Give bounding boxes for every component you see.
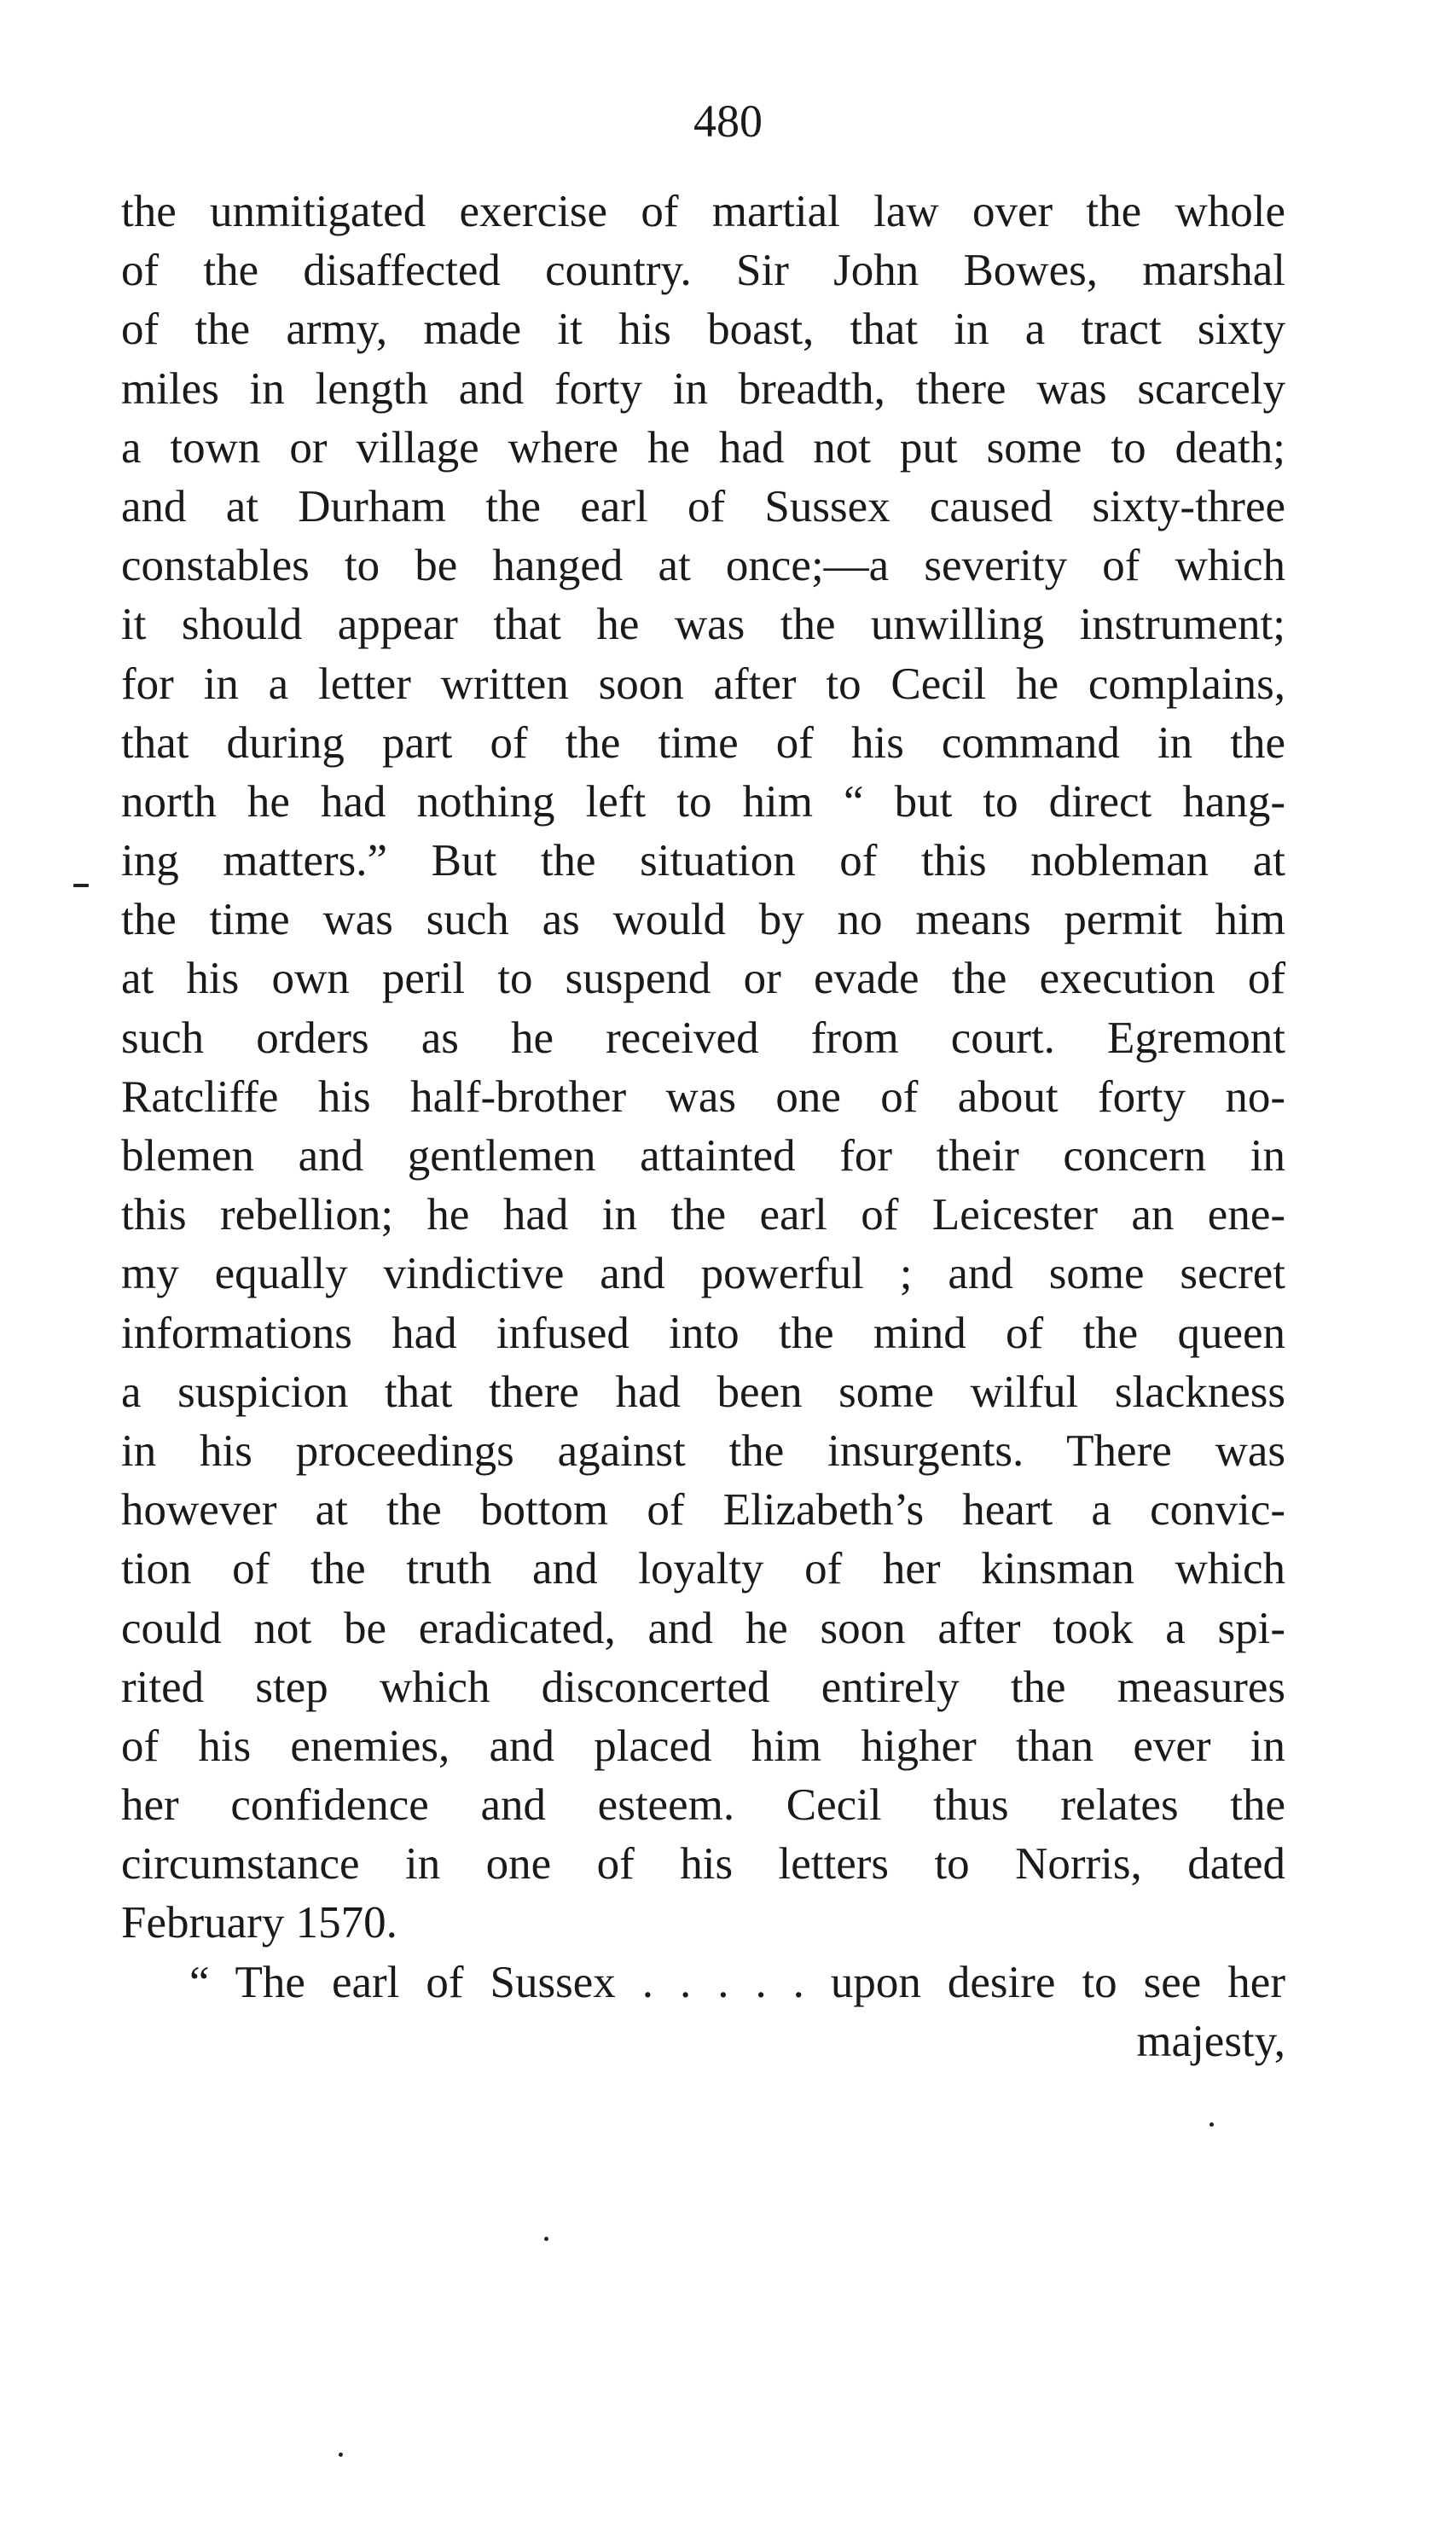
text-line: could not be eradicated, and he soon after took a spi- bbox=[121, 1603, 1285, 1653]
text-line: blemen and gentlemen attainted for their concern in bbox=[121, 1131, 1285, 1181]
quote-line: “ The earl of Sussex . . . . . upon desire to see her bbox=[189, 1957, 1285, 2007]
text-line: my equally vindictive and powerful ; and some secret bbox=[121, 1249, 1285, 1299]
text-line: circumstance in one of his letters to Norris, dated bbox=[121, 1839, 1285, 1890]
text-line: such orders as he received from court. Egremont bbox=[121, 1013, 1285, 1063]
text-line: in his proceedings against the insurgents. There was bbox=[121, 1425, 1285, 1476]
text-line: rited step which disconcerted entirely the measures bbox=[121, 1662, 1285, 1712]
text-line: north he had nothing left to him “ but to direct hang- bbox=[121, 776, 1285, 827]
text-line: this rebellion; he had in the earl of Leicester an ene- bbox=[121, 1190, 1285, 1240]
text-line: February 1570. bbox=[121, 1898, 397, 1948]
text-line: however at the bottom of Elizabeth’s heart a convic- bbox=[121, 1485, 1285, 1536]
text-line: and at Durham the earl of Sussex caused sixty-three bbox=[121, 481, 1285, 531]
text-line: the time was such as would by no means permit him bbox=[121, 895, 1285, 945]
text-line: constables to be hanged at once;—a severity of which bbox=[121, 541, 1285, 591]
ink-speck bbox=[544, 2237, 548, 2241]
body-text bbox=[121, 183, 1285, 2071]
ink-speck bbox=[1209, 2122, 1214, 2127]
text-line: that during part of the time of his command in the bbox=[121, 717, 1285, 768]
text-line: Ratcliffe his half-brother was one of about forty no- bbox=[121, 1071, 1285, 1122]
text-line: informations had infused into the mind of the queen bbox=[121, 1308, 1285, 1358]
text-line: it should appear that he was the unwilling instrument; bbox=[121, 600, 1285, 650]
text-line: of his enemies, and placed him higher than ever in bbox=[121, 1721, 1285, 1771]
text-line: a town or village where he had not put some to death; bbox=[121, 422, 1285, 473]
text-line: for in a letter written soon after to Cecil he complains, bbox=[121, 659, 1285, 709]
ink-speck bbox=[73, 884, 89, 887]
catchword: majesty, bbox=[1136, 2016, 1285, 2066]
text-line: ing matters.” But the situation of this nobleman at bbox=[121, 836, 1285, 886]
page-number: 480 bbox=[693, 96, 763, 147]
text-line: of the army, made it his boast, that in a tract sixty bbox=[121, 305, 1285, 355]
text-line: her confidence and esteem. Cecil thus relates the bbox=[121, 1780, 1285, 1831]
text-line: of the disaffected country. Sir John Bowes, marshal bbox=[121, 246, 1285, 296]
text-line: the unmitigated exercise of martial law over the whole bbox=[121, 187, 1285, 236]
text-line: at his own peril to suspend or evade the execution of bbox=[121, 954, 1285, 1004]
ink-speck bbox=[339, 2453, 343, 2457]
text-line: miles in length and forty in breadth, there was scarcely bbox=[121, 363, 1285, 414]
text-line: tion of the truth and loyalty of her kinsman which bbox=[121, 1544, 1285, 1594]
text-line: a suspicion that there had been some wilful slackness bbox=[121, 1367, 1285, 1417]
